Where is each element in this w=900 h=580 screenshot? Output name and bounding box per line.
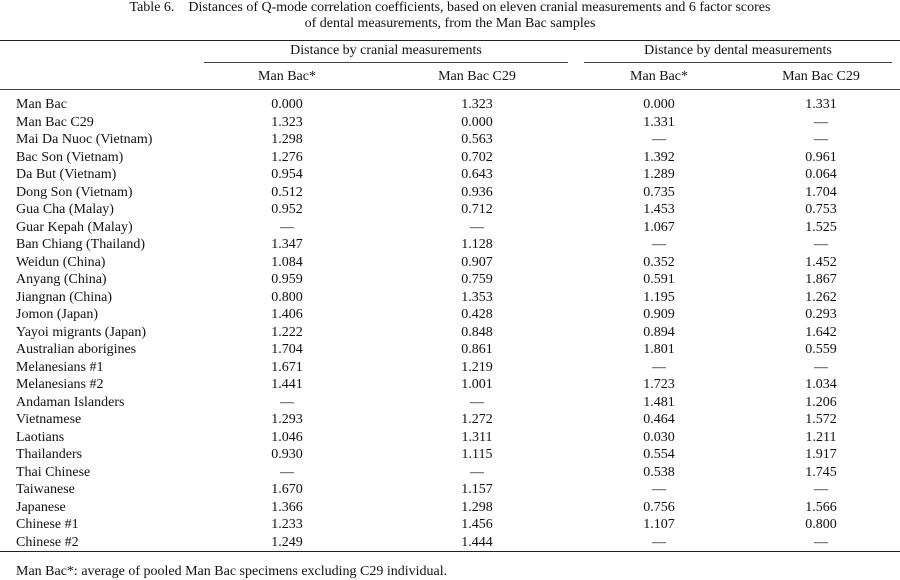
distance-cell: 1.219 (461, 359, 493, 375)
distance-cell: 0.735 (643, 184, 675, 200)
distance-cell: 0.000 (461, 114, 493, 130)
population-name: Andaman Islanders (16, 394, 125, 410)
distance-cell: 1.867 (805, 272, 837, 287)
distance-cell: — (652, 359, 666, 375)
distance-table (0, 40, 900, 552)
distance-cell: 1.331 (643, 114, 675, 130)
distance-cell: — (280, 219, 294, 235)
distance-cell: 0.952 (271, 202, 303, 217)
distance-cell: — (652, 132, 666, 147)
distance-cell: 0.554 (643, 447, 675, 462)
table-row (0, 411, 900, 429)
caption-line-1: Table 6. Distances of Q-mode correlation coefficients, based on eleven cranial measurements and 6 factor scores (129, 0, 771, 15)
distance-cell: 1.211 (805, 429, 837, 445)
distance-cell: 0.800 (271, 289, 303, 305)
distance-cell: 1.366 (271, 499, 303, 515)
header-cranial-group (196, 41, 576, 65)
table-row (0, 219, 900, 237)
distance-cell: 0.512 (271, 184, 303, 200)
distance-cell: 1.115 (461, 447, 493, 462)
table-row (0, 429, 900, 447)
distance-cell: 1.456 (461, 517, 493, 532)
caption-line-2: of dental measurements, from the Man Bac samples (304, 16, 596, 31)
distance-cell: 1.249 (196, 534, 378, 552)
table-row (0, 184, 900, 202)
table-row (0, 516, 900, 534)
population-name: Guar Kepah (Malay) (16, 219, 133, 235)
distance-cell: 0.936 (461, 184, 493, 200)
population-name: Melanesians #1 (16, 359, 104, 375)
distance-cell: 0.894 (643, 324, 675, 340)
distance-cell: 1.298 (461, 499, 493, 515)
distance-cell: 1.353 (461, 289, 493, 305)
distance-cell: 1.745 (805, 464, 837, 480)
header-corner (0, 41, 196, 65)
distance-cell: 1.034 (805, 377, 837, 392)
distance-cell: 0.861 (461, 342, 493, 357)
table-row (0, 236, 900, 254)
population-name: Thai Chinese (16, 464, 91, 480)
table-row (0, 499, 900, 517)
distance-cell: — (576, 534, 742, 552)
distance-cell: 0.559 (805, 342, 837, 357)
table-row (0, 376, 900, 394)
header-dental-label: Distance by dental measurements (584, 43, 892, 63)
distance-cell: — (814, 237, 828, 252)
population-name: Man Bac C29 (16, 114, 94, 130)
distance-cell: 1.311 (461, 429, 493, 445)
distance-cell: 1.453 (643, 202, 675, 217)
distance-cell: 1.347 (271, 237, 303, 252)
header-cranial-label: Distance by cranial measurements (204, 43, 568, 63)
distance-cell: 0.759 (461, 272, 493, 287)
distance-cell: 0.907 (461, 254, 493, 270)
distance-cell: 0.909 (643, 307, 675, 322)
distance-cell: 0.930 (271, 447, 303, 462)
distance-cell: 0.800 (805, 517, 837, 532)
table-row (0, 149, 900, 167)
distance-cell: 1.671 (271, 359, 303, 375)
distance-cell: 0.538 (643, 464, 675, 480)
distance-cell: 1.107 (643, 517, 675, 532)
distance-cell: 1.272 (461, 412, 493, 427)
table-row (0, 131, 900, 149)
table-row (0, 271, 900, 289)
distance-cell: 1.206 (805, 394, 837, 410)
population-name: Da But (Vietnam) (16, 167, 117, 182)
distance-cell: 0.000 (643, 97, 675, 112)
table-row (0, 254, 900, 272)
distance-cell: 1.917 (805, 447, 837, 462)
table-row (0, 341, 900, 359)
distance-cell: 1.392 (643, 149, 675, 165)
table-row (0, 114, 900, 132)
distance-cell: 1.572 (805, 412, 837, 427)
distance-cell: 0.959 (271, 272, 303, 287)
distance-cell: 1.157 (461, 482, 493, 497)
population-name: Thailanders (16, 447, 83, 462)
table-body (0, 90, 900, 552)
population-name: Chinese #2 (0, 534, 196, 552)
distance-cell: 0.954 (271, 167, 303, 182)
distance-cell: 1.452 (805, 254, 837, 270)
distance-cell: 0.702 (461, 149, 493, 165)
population-name: Yayoi migrants (Japan) (16, 324, 147, 340)
distance-cell: 0.756 (643, 499, 675, 515)
table-row (0, 289, 900, 307)
distance-cell: 0.428 (461, 307, 493, 322)
population-name: Taiwanese (16, 482, 75, 497)
header-sub-cranial-manbac: Man Bac* (196, 65, 378, 90)
distance-cell: 1.566 (805, 499, 837, 515)
distance-cell: — (814, 482, 828, 497)
distance-cell: 0.712 (461, 202, 493, 217)
distance-cell: 1.441 (271, 377, 303, 392)
distance-cell: 1.801 (643, 342, 675, 357)
population-name: Bac Son (Vietnam) (16, 149, 124, 165)
table-footnote: Man Bac*: average of pooled Man Bac specimens excluding C29 individual. (16, 564, 448, 579)
distance-cell: — (470, 464, 484, 480)
distance-cell: 1.289 (643, 167, 675, 182)
distance-cell: 1.642 (805, 324, 837, 340)
distance-cell: 1.406 (271, 307, 303, 322)
table-row (0, 201, 900, 219)
table-row (0, 359, 900, 377)
distance-cell: — (742, 534, 900, 552)
distance-cell: — (280, 464, 294, 480)
population-name: Mai Da Nuoc (Vietnam) (16, 132, 153, 147)
population-name: Anyang (China) (16, 272, 107, 287)
distance-cell: 1.444 (378, 534, 576, 552)
distance-cell: 1.276 (271, 149, 303, 165)
table-row (0, 481, 900, 499)
distance-cell: — (652, 482, 666, 497)
population-name: Ban Chiang (Thailand) (16, 237, 146, 252)
distance-cell: 0.848 (461, 324, 493, 340)
distance-cell: 0.464 (643, 412, 675, 427)
distance-cell: 1.481 (643, 394, 675, 410)
distance-cell: 1.704 (271, 342, 303, 357)
distance-cell: — (814, 132, 828, 147)
distance-cell: — (652, 237, 666, 252)
distance-cell: 1.233 (271, 517, 303, 532)
table-row (0, 446, 900, 464)
distance-cell: 1.293 (271, 412, 303, 427)
header-dental-group (576, 41, 900, 65)
population-name: Jomon (Japan) (16, 307, 99, 322)
distance-cell: 0.000 (271, 97, 303, 112)
distance-cell: 1.298 (271, 132, 303, 147)
population-name: Melanesians #2 (16, 377, 104, 392)
header-sub-cranial-c29: Man Bac C29 (378, 65, 576, 90)
header-sub-dental-c29: Man Bac C29 (742, 65, 900, 90)
table-caption (0, 0, 900, 32)
distance-cell: 0.643 (461, 167, 493, 182)
population-name: Gua Cha (Malay) (16, 202, 114, 217)
distance-cell: 1.195 (643, 289, 675, 305)
population-name: Chinese #1 (16, 517, 79, 532)
population-name: Vietnamese (16, 412, 82, 427)
population-name: Laotians (16, 429, 65, 445)
distance-cell: — (280, 394, 294, 410)
distance-cell: 1.704 (805, 184, 837, 200)
population-name: Japanese (16, 499, 66, 515)
table-row (0, 166, 900, 184)
distance-cell: — (814, 359, 828, 375)
distance-cell: 0.591 (643, 272, 675, 287)
distance-cell: — (470, 394, 484, 410)
table-row (0, 394, 900, 412)
distance-cell: 1.323 (271, 114, 303, 130)
distance-cell: 0.961 (805, 149, 837, 165)
distance-cell: — (814, 114, 828, 130)
distance-cell: 0.753 (805, 202, 837, 217)
distance-cell: 1.222 (271, 324, 303, 340)
population-name: Dong Son (Vietnam) (16, 184, 133, 200)
distance-cell: 0.064 (805, 167, 837, 182)
table-row (0, 306, 900, 324)
population-name: Jiangnan (China) (16, 289, 113, 305)
table-row (0, 534, 900, 552)
table-row (0, 324, 900, 342)
distance-cell: 1.128 (461, 237, 493, 252)
distance-cell: 1.525 (805, 219, 837, 235)
table-row (0, 464, 900, 482)
distance-cell: 0.030 (643, 429, 675, 445)
population-name: Australian aborigines (16, 342, 137, 357)
header-sub-dental-manbac: Man Bac* (576, 65, 742, 90)
distance-cell: 1.067 (643, 219, 675, 235)
population-name: Weidun (China) (16, 254, 106, 270)
distance-cell: 1.084 (271, 254, 303, 270)
distance-cell: 1.323 (461, 97, 493, 112)
distance-cell: — (470, 219, 484, 235)
distance-cell: 1.723 (643, 377, 675, 392)
table-row (0, 90, 900, 114)
distance-cell: 0.352 (643, 254, 675, 270)
distance-cell: 1.331 (805, 97, 837, 112)
distance-cell: 0.293 (805, 307, 837, 322)
population-name: Man Bac (16, 97, 67, 112)
distance-cell: 0.563 (461, 132, 493, 147)
distance-cell: 1.670 (271, 482, 303, 497)
distance-cell: 1.001 (461, 377, 493, 392)
header-corner-sub (0, 65, 196, 90)
distance-cell: 1.262 (805, 289, 837, 305)
distance-cell: 1.046 (271, 429, 303, 445)
